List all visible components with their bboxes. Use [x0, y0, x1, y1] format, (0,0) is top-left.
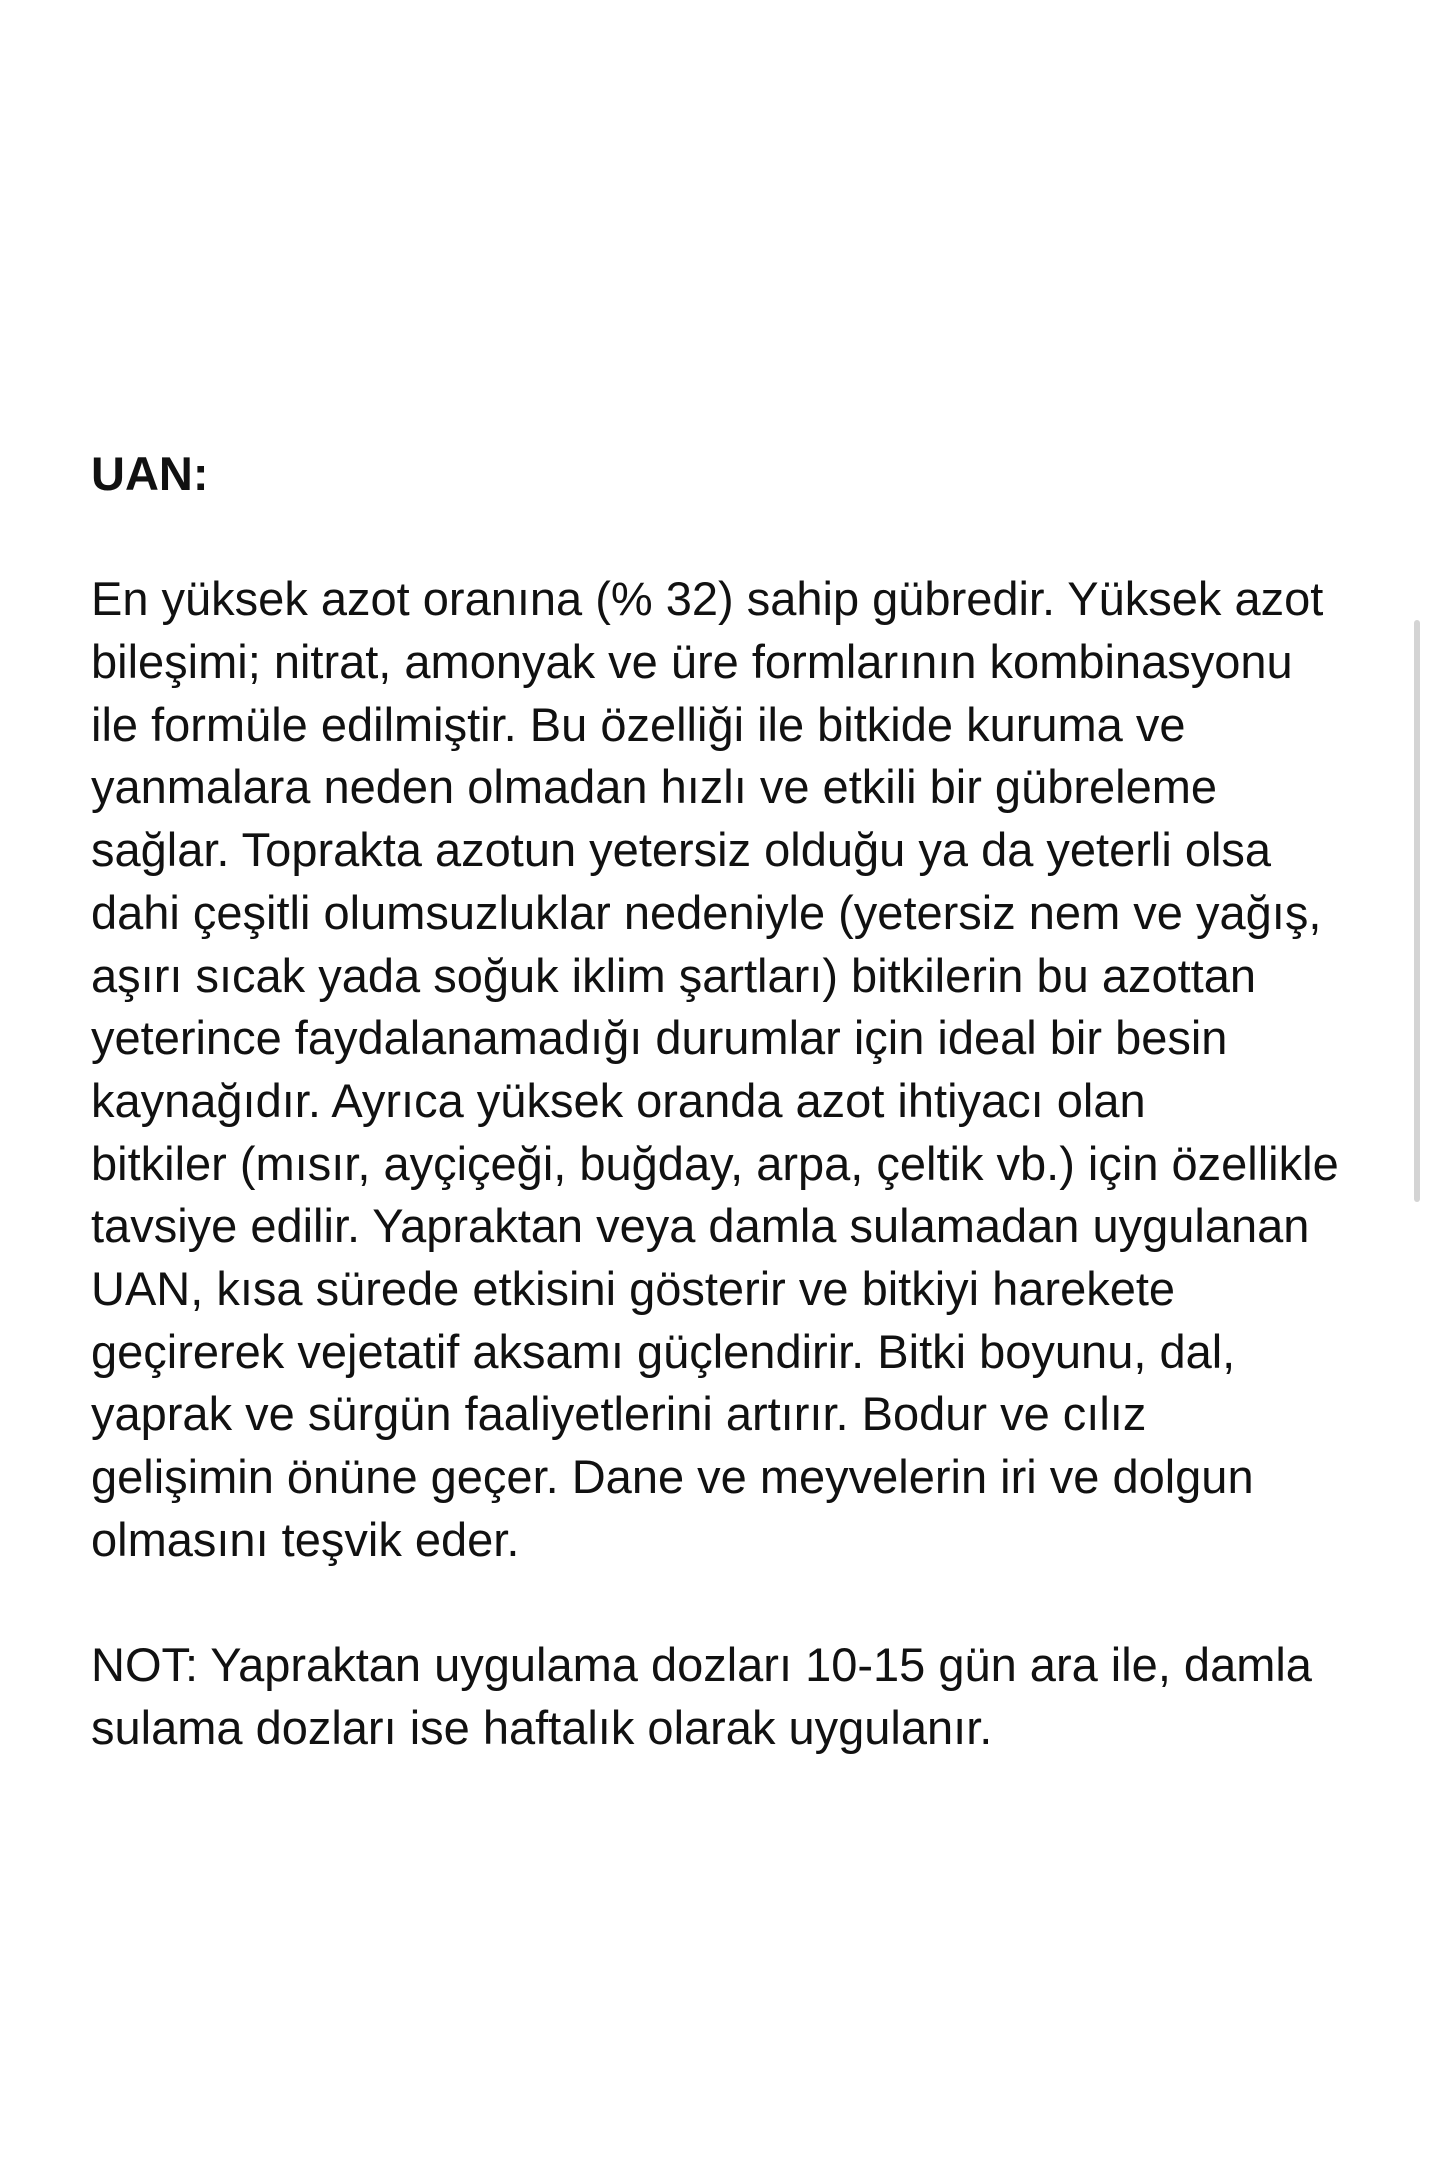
paragraph-line: aşırı sıcak yada soğuk iklim şartları) bitkilerin bu azottan	[91, 948, 1257, 1002]
scrollbar[interactable]	[1414, 620, 1420, 1202]
paragraph-line: yanmalara neden olmadan hızlı ve etkili bir gübreleme	[91, 760, 1218, 814]
paragraph-line: yaprak ve sürgün faaliyetlerini artırır. Bodur ve cılız	[91, 1387, 1147, 1441]
note-line: sulama dozları ise haftalık olarak uygulanır.	[91, 1700, 993, 1754]
paragraph-line: UAN, kısa sürede etkisini gösterir ve bitkiyi harekete	[91, 1261, 1176, 1315]
paragraph-line: ile formüle edilmiştir. Bu özelliği ile bitkide kuruma ve	[91, 697, 1186, 751]
note-line: NOT: Yapraktan uygulama dozları 10-15 gün ara ile, damla	[91, 1638, 1312, 1692]
paragraph-line: gelişimin önüne geçer. Dane ve meyvelerin iri ve dolgun	[91, 1450, 1254, 1503]
paragraph-line: dahi çeşitli olumsuzluklar nedeniyle (yetersiz nem ve yağış,	[91, 885, 1322, 939]
spacer	[91, 506, 1436, 569]
paragraph-line: En yüksek azot oranına (% 32) sahip gübredir. Yüksek azot	[91, 572, 1324, 626]
paragraph-line: sağlar. Toprakta azotun yetersiz olduğu ya da yeterli olsa	[91, 823, 1272, 877]
description-paragraph	[91, 568, 1436, 1571]
paragraph-line: kaynağıdır. Ayrıca yüksek oranda azot ihtiyacı olan	[91, 1073, 1146, 1127]
paragraph-line: bileşimi; nitrat, amonyak ve üre formlarının kombinasyonu	[91, 635, 1293, 689]
paragraph-line: tavsiye edilir. Yapraktan veya damla sulamadan uygulanan	[91, 1199, 1310, 1253]
paragraph-line: geçirerek vejetatif aksamı güçlendirir. Bitki boyunu, dal,	[91, 1324, 1236, 1378]
paragraph-line: yeterince faydalanamadığı durumlar için ideal bir besin	[91, 1011, 1228, 1065]
paragraph-line: bitkiler (mısır, ayçiçeği, buğday, arpa, çeltik vb.) için özellikle	[91, 1136, 1339, 1190]
document-title: UAN:	[91, 447, 209, 500]
spacer	[91, 1571, 1436, 1634]
note-paragraph	[91, 1634, 1436, 1759]
paragraph-line: olmasını teşvik eder.	[91, 1512, 520, 1566]
document-body	[91, 443, 1436, 1759]
